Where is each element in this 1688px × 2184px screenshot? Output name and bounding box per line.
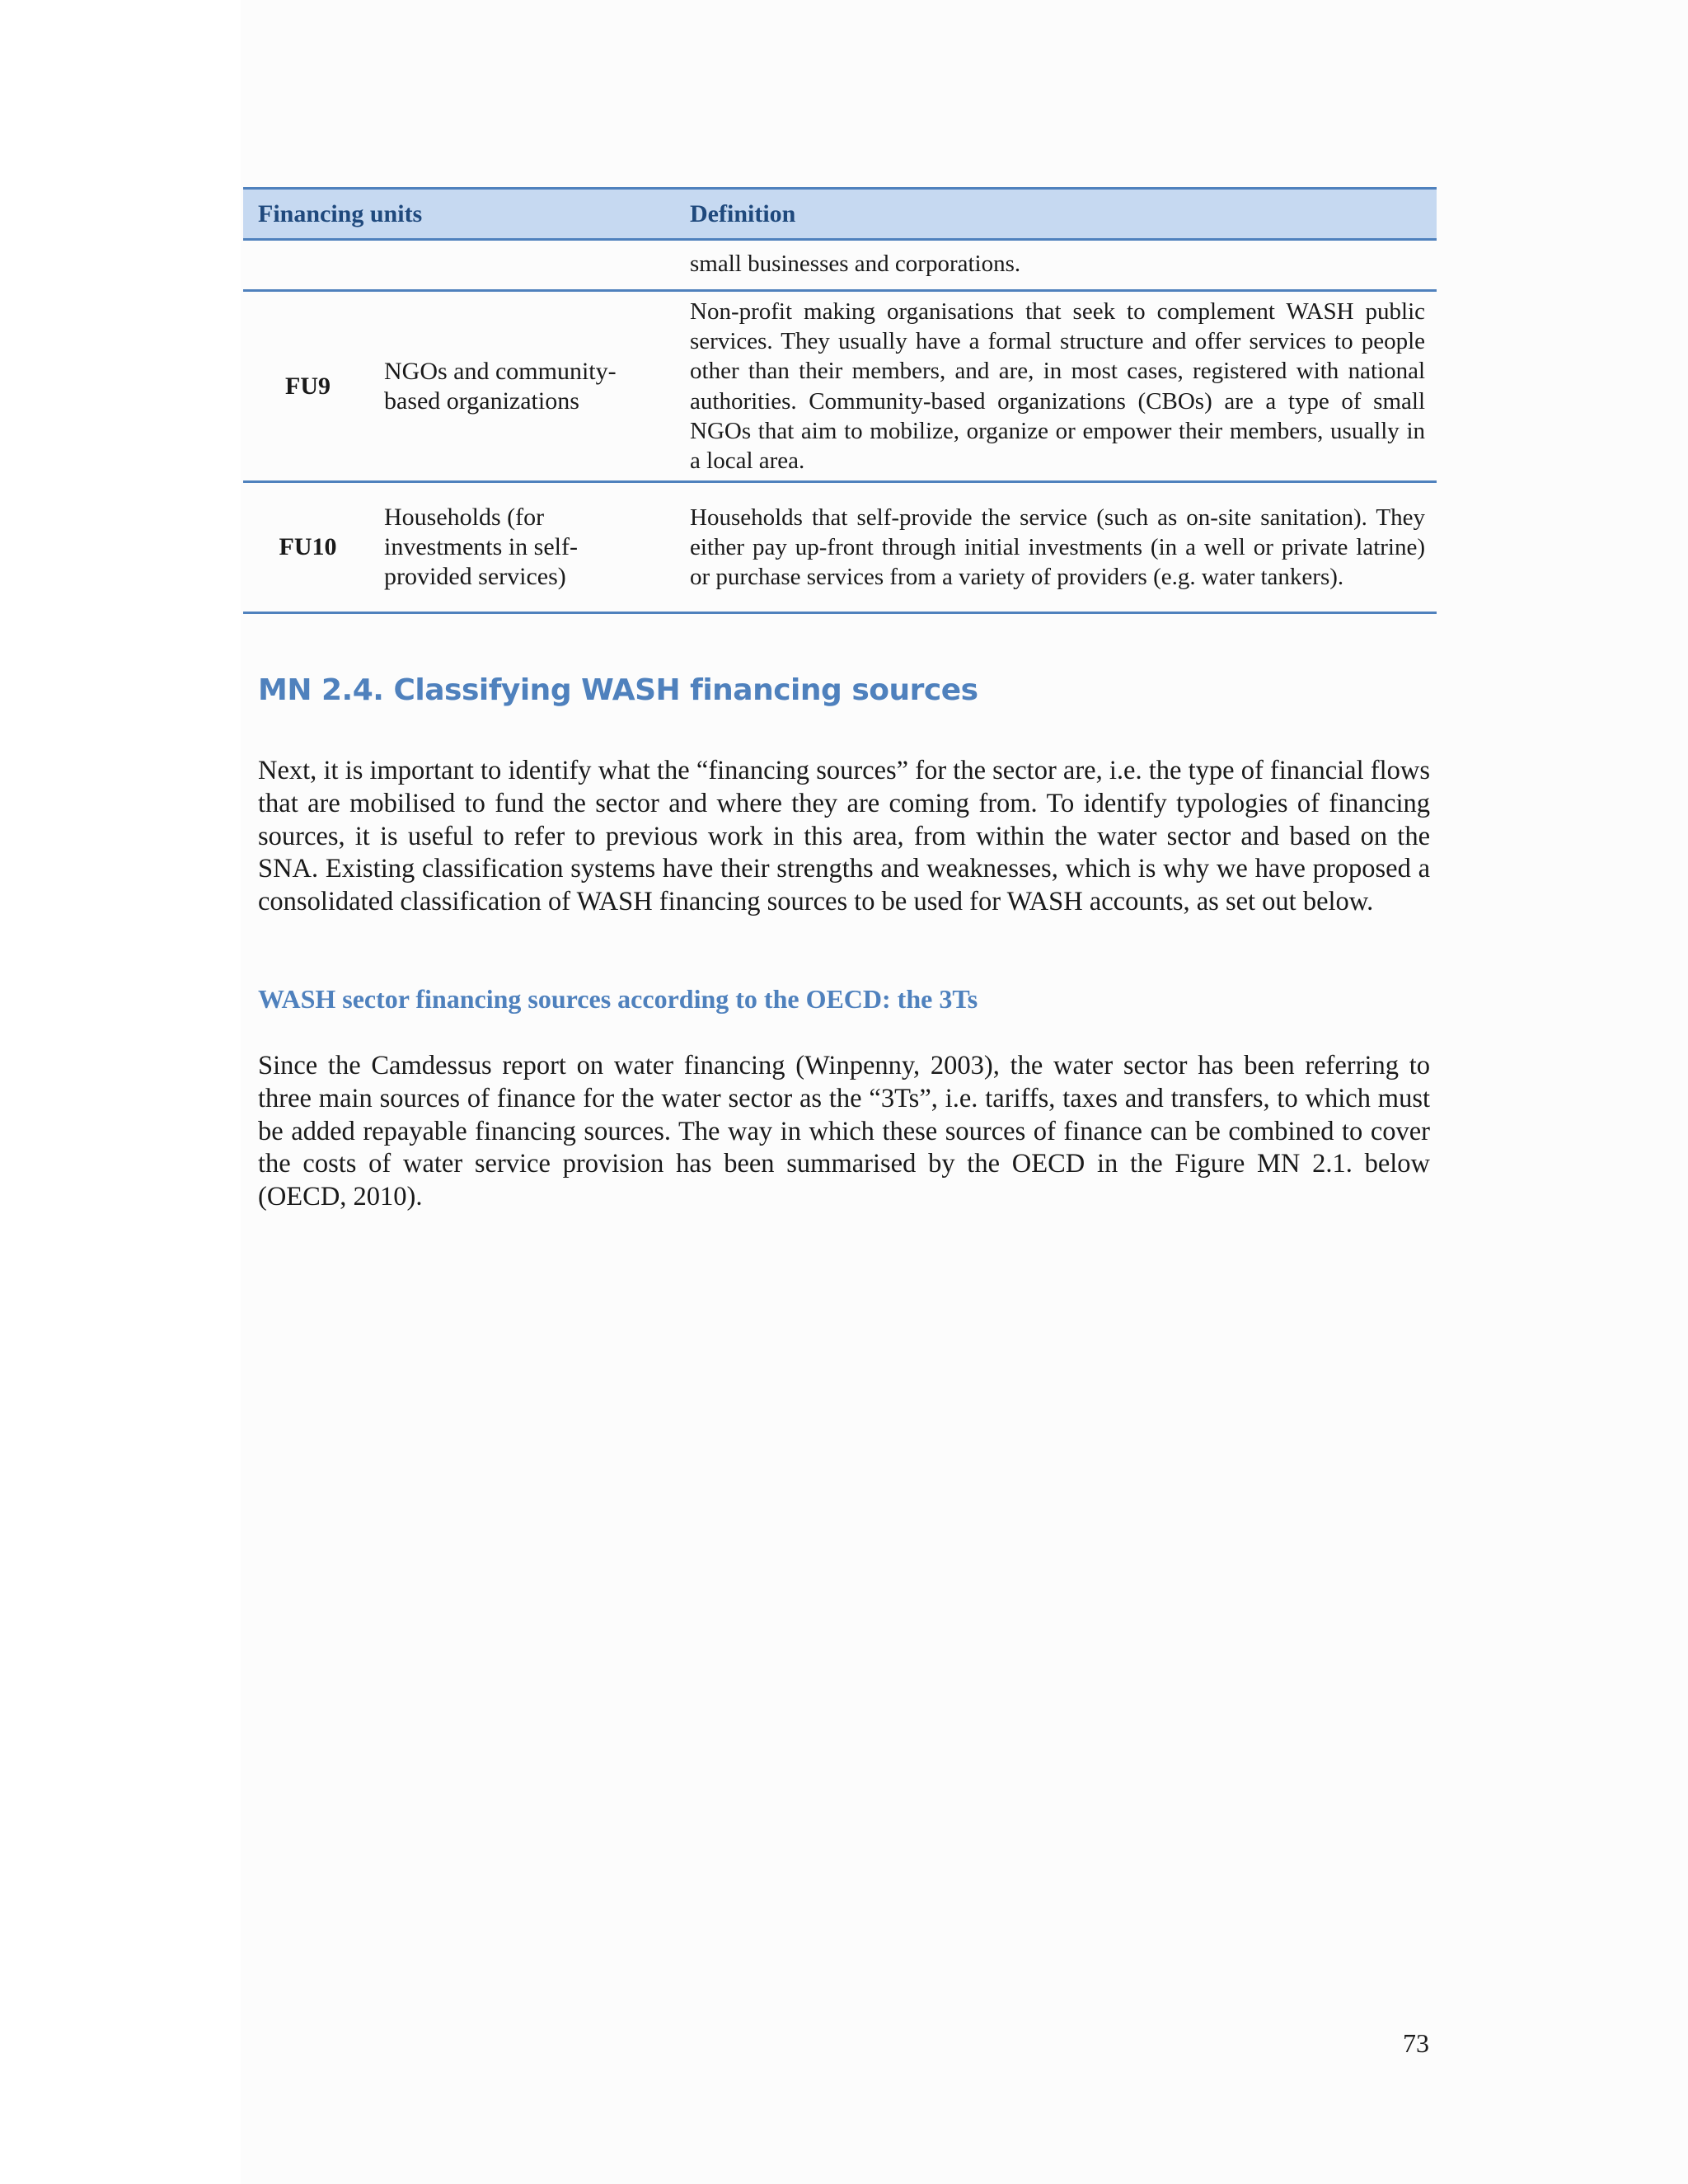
subsection-heading: WASH sector financing sources according to the OECD: the 3Ts [258, 984, 978, 1014]
financing-unit-name: Households (for investments in self-provided services) [384, 504, 578, 590]
header-definition: Definition [690, 199, 796, 227]
financing-unit-definition: Households that self-provide the service (such as on-site sanitation). They either pay up-front through initial investments (in a well or private latrine) or purchase services from a variety of providers (e.g. water tankers). [690, 504, 1426, 591]
financing-unit-code: FU10 [279, 533, 337, 560]
section-heading: MN 2.4. Classifying WASH financing sources [258, 673, 978, 707]
body-paragraph: Next, it is important to identify what the “financing sources” for the sector are, i.e. the type of financial flows that are mobilised to fund the sector and where they are coming from. To identify typologies of financing sources, it is useful to refer to previous work in this area, from within the water sector and based on the SNA. Existing classification systems have their strengths and weaknesses, which is why we have proposed a consolidated classification of WASH financing sources to be used for WASH accounts, as set out below. [258, 756, 1430, 917]
body-paragraph: Since the Camdessus report on water financing (Winpenny, 2003), the water sector has been referring to three main sources of finance for the water sector as the “3Ts”, i.e. tariffs, taxes and transfers, to which must be added repayable financing sources. The way in which these sources of finance can be combined to cover the costs of water service provision has been summarised by the OECD in the Figure MN 2.1. below (OECD, 2010). [258, 1051, 1430, 1212]
financing-units-table [243, 187, 1437, 614]
continued-definition: small businesses and corporations. [690, 251, 1021, 277]
financing-unit-definition: Non-profit making organisations that seek to complement WASH public services. They usually have a formal structure and offer services to people other than their members, and are, in most cases, registered with national authorities. Community-based organizations (CBOs) are a type of small NGOs that aim to mobilize, organize or empower their members, usually in a local area. [690, 298, 1426, 474]
empty-code-cell [243, 240, 373, 291]
financing-unit-name: NGOs and community-based organizations [384, 357, 617, 415]
empty-unit-cell [373, 240, 682, 291]
table-row-continued [243, 240, 1437, 291]
header-financing-units: Financing units [258, 199, 423, 227]
table-header-row [243, 189, 1437, 240]
page-number: 73 [1403, 2028, 1429, 2058]
financing-unit-code: FU9 [285, 372, 331, 400]
table-row [243, 482, 1437, 613]
table-row [243, 291, 1437, 482]
